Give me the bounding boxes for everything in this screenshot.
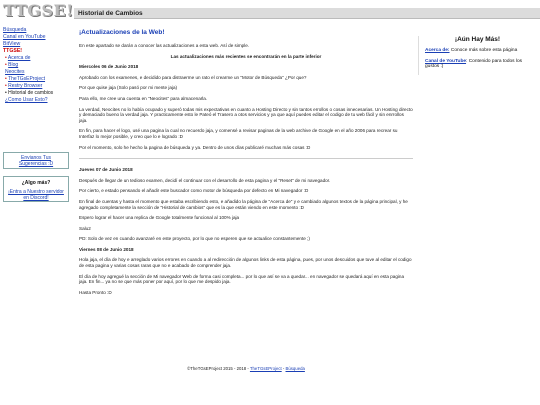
entry-paragraph: Para ello, me cree una cuenta en "Neocites" para almacenarla. (79, 95, 208, 101)
entry-date: Viernes 08 de Junio 2018 (79, 246, 134, 252)
right-sidebar-title: ¡Aún Hay Más! (454, 36, 501, 43)
header (0, 0, 540, 22)
right-item-acerca (425, 48, 530, 54)
sidebar-link-thetgseproject[interactable]: TheTGsEProject (8, 76, 46, 82)
sidebar-item-neocites (3, 69, 69, 76)
sidebar-item-acerca (3, 55, 69, 62)
site-logo[interactable]: TTGSE! (3, 1, 74, 20)
bullet-icon: • (5, 62, 7, 68)
footer-copyright: ©TheTGsEProject 2015 - 2018 - (187, 366, 250, 371)
sidebar-link-bitview[interactable]: BitView (3, 41, 21, 47)
footer-link-search[interactable]: Búsqueda (285, 366, 305, 371)
sidebar-link-busqueda[interactable]: Búsqueda (3, 27, 27, 33)
sidebar-current-item: Historial de cambios (8, 90, 54, 96)
sidebar-link-youtube[interactable]: Canal en YouTube (3, 34, 46, 40)
discord-box-title: ¿Algo más? (21, 180, 51, 186)
footer (79, 366, 413, 371)
right-item-text: Conoce más sobre esta página (449, 48, 518, 53)
bullet-icon: • (5, 55, 7, 61)
entry-paragraph: Después de llegar de un tedioso examen, decidí el continuar con el desarrollo de esta pagina y el "Reset" de mi navegador. (79, 177, 331, 183)
sidebar-link-como-usar[interactable]: ¿Como Usar Esto? (5, 97, 48, 103)
sidebar-item-como-usar (3, 97, 69, 104)
bullet-icon: • (5, 76, 7, 82)
sidebar-link-blog[interactable]: Blog (8, 62, 19, 68)
sidebar-section-title: TTGSE! (3, 48, 23, 54)
right-link-youtube[interactable]: Canal de YouTube (425, 58, 467, 64)
entry-paragraph: Por cierto, e estado pensando el añadir este buscador como motor de búsqueda por defecto en Mi navegador :D (79, 188, 309, 194)
discord-link-line2[interactable]: en Discord! (23, 195, 49, 201)
sidebar-item-thetgseproject (3, 76, 69, 83)
title-bar (74, 8, 540, 19)
sidebar-item-historial (3, 90, 69, 97)
entry-paragraph: La verdad, Neocites no lo había ocupado y superó todas mis expectativas en cuanto a Hosting Directo y sin tantos errollos o cosas innecesarias. Un Hosting directo y demaciado bueno la verdad jaja. Y practicamente esto le Pateó el Trasero a otos servicios y ya que aquí puedes editar el codigo de tu web fácil y sin enrrollos jaja. (79, 106, 413, 123)
right-item-text: : Contenido para todos los gustos :) (425, 58, 523, 70)
sidebar (3, 27, 69, 104)
right-item-youtube (425, 59, 530, 70)
sidebar-link-neocites[interactable]: Neocites (5, 69, 25, 75)
sidebar-item-restry (3, 83, 69, 90)
entry-paragraph: Por que quise jaja (Solo pasó por mi mente jaja) (79, 85, 178, 91)
sidebar-item-blog (3, 62, 69, 69)
intro-text: En este apartado se darán a conocer las actualizaciones a esta web. Así de simple. (79, 43, 250, 48)
entry-paragraph: Salu2 (79, 225, 91, 231)
suggestions-link-line2[interactable]: Sugerencias :D (18, 161, 54, 167)
sidebar-link-restry[interactable]: Restry Browser (8, 83, 43, 89)
page-title: Historial de Cambios (78, 10, 143, 17)
right-link-acerca[interactable]: Acerca de: (425, 48, 450, 53)
entry-paragraph: PD: Solo de vez en cuando avanzaré en este proyecto, por lo que no esperen que se actualice constantemente ;) (79, 236, 310, 242)
divider (79, 158, 413, 159)
entry-date: Miercoles 06 de Junio 2018 (79, 64, 139, 70)
entry-paragraph: Hola jaja, el día de hoy e arreglado varios errores en cuando a al redirección de algunos links de esta página, pues, por unos descuidos que tuve al editar el codigo de esta pagina y varias cosas raras que no e acabado de comprender jaja. (79, 257, 412, 269)
sidebar-link-acerca[interactable]: Acerca de (7, 55, 31, 61)
entry-date: Jueves 07 de Junio 2018 (79, 167, 133, 173)
entry-paragraph: Hasta Pronto :D (79, 289, 112, 295)
discord-link-line1[interactable]: ¡Entra a Nuestro servidor (8, 189, 64, 195)
discord-box (3, 176, 69, 202)
entry-paragraph: Espero lograr el hacer una replica de Google totalmente funcional al 100% jaja (79, 215, 240, 221)
bullet-icon: • (5, 90, 7, 96)
entry-paragraph: El día de hoy agregué la sección de Mi navegador Web de forma casi completa... por lo que así se va a quedar... en navegador se quedará aquí en esta pagina jaja. En fin... ya no se que más poner por aquí, por lo que me despido jaja. (79, 273, 405, 285)
suggestions-link-line1[interactable]: Envianos Tus (20, 155, 52, 161)
entry-paragraph: En final de cuentas y hasta el momento que estaba escribiendo esto, e añadido la página de "Acerca de" y e cambiado algunos textos de la página principal, y he agregado completamente la sección de "Historial de cambios" que es la que están viendo en este momento :D (79, 198, 408, 210)
bullet-icon: • (5, 83, 7, 89)
entry-paragraph: Aprobado con los examenes, e decidido para distraerme un rato el crearme un "Motor de Búsqueda" ¿Por que? (79, 74, 307, 80)
suggestions-box (3, 152, 69, 169)
footer-separator: - (281, 366, 286, 371)
main-title: ¡Actualizaciones de la Web! (79, 29, 165, 36)
entry-paragraph: En fin, para hacer el logo, usé una pagina la cual no recuerdo jaja, y comensé a revisar paginas de la web archive de Google en el año 2006 para recrear su Interfaz lo mejor posible, y creo que lo e logrado :D (79, 128, 398, 139)
notice-text: Las actualizaciones más recientes se encontrarán en la parte inferior (170, 53, 322, 59)
entry-paragraph: Por el momento, solo he hecho la pagina de búsqueda y ya. Dentro de unos días publicaré muchas más cosas :D (79, 144, 311, 150)
footer-link-project[interactable]: TheTGsEProject (249, 366, 282, 371)
right-sidebar (418, 36, 530, 75)
main-content (79, 29, 413, 300)
